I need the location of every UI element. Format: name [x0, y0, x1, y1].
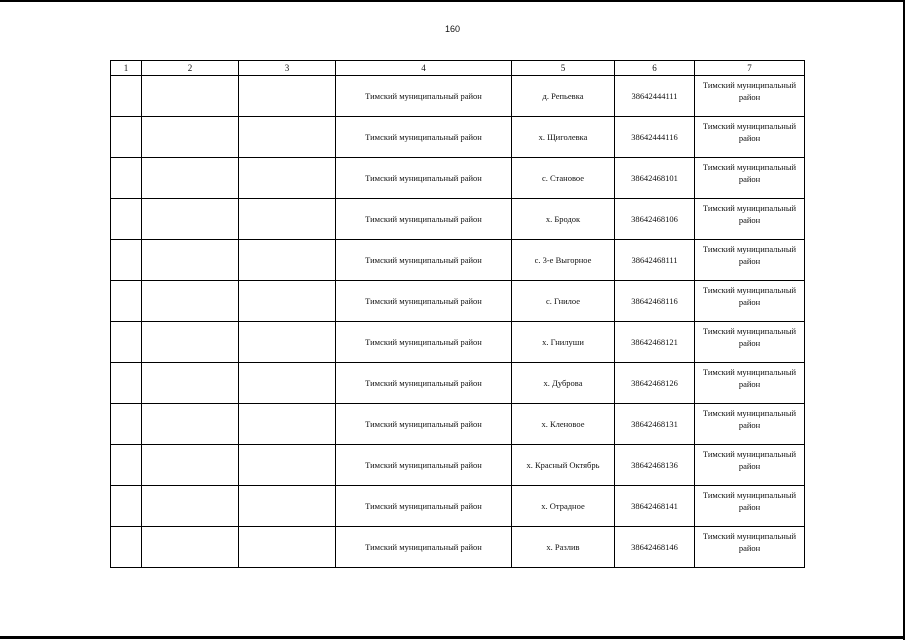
cell-col-1 — [111, 199, 142, 240]
cell-col-3 — [239, 199, 336, 240]
cell-code: 38642468116 — [615, 281, 695, 322]
cell-col-2 — [142, 117, 239, 158]
cell-col-3 — [239, 281, 336, 322]
table-row — [111, 117, 805, 158]
cell-col-1 — [111, 445, 142, 486]
table-row — [111, 404, 805, 445]
table-row — [111, 527, 805, 568]
header-row — [111, 61, 805, 76]
column-header: 5 — [512, 61, 615, 76]
cell-municipality — [695, 117, 805, 158]
cell-municipality — [695, 486, 805, 527]
cell-municipality-text: Тимский муниципальный район — [702, 244, 797, 266]
cell-code: 38642468121 — [615, 322, 695, 363]
cell-col-3 — [239, 240, 336, 281]
table-row — [111, 486, 805, 527]
cell-code: 38642468126 — [615, 363, 695, 404]
cell-district: Тимский муниципальный район — [336, 445, 512, 486]
table-row — [111, 158, 805, 199]
cell-col-3 — [239, 363, 336, 404]
cell-col-2 — [142, 527, 239, 568]
cell-col-2 — [142, 404, 239, 445]
cell-col-1 — [111, 527, 142, 568]
cell-settlement: х. Кленовое — [512, 404, 615, 445]
cell-settlement: х. Разлив — [512, 527, 615, 568]
page-border-top — [0, 0, 903, 2]
column-header: 4 — [336, 61, 512, 76]
cell-settlement: х. Щиголевка — [512, 117, 615, 158]
table-row — [111, 281, 805, 322]
cell-settlement: с. Становое — [512, 158, 615, 199]
cell-col-1 — [111, 486, 142, 527]
cell-municipality-text: Тимский муниципальный район — [702, 367, 797, 389]
cell-settlement: с. 3-е Выгорное — [512, 240, 615, 281]
table-row — [111, 76, 805, 117]
cell-municipality-text: Тимский муниципальный район — [702, 449, 797, 471]
cell-code: 38642468106 — [615, 199, 695, 240]
column-header: 1 — [111, 61, 142, 76]
cell-code: 38642468111 — [615, 240, 695, 281]
cell-col-3 — [239, 76, 336, 117]
cell-col-2 — [142, 76, 239, 117]
cell-district: Тимский муниципальный район — [336, 486, 512, 527]
cell-settlement: д. Репьевка — [512, 76, 615, 117]
cell-code: 38642468146 — [615, 527, 695, 568]
cell-municipality — [695, 76, 805, 117]
cell-municipality — [695, 240, 805, 281]
cell-settlement: х. Красный Октябрь — [512, 445, 615, 486]
table-row — [111, 322, 805, 363]
cell-col-1 — [111, 281, 142, 322]
cell-municipality-text: Тимский муниципальный район — [702, 121, 797, 143]
cell-municipality-text: Тимский муниципальный район — [702, 80, 797, 102]
cell-settlement: х. Отрадное — [512, 486, 615, 527]
cell-municipality — [695, 322, 805, 363]
cell-settlement: х. Гнилуши — [512, 322, 615, 363]
table-row — [111, 199, 805, 240]
cell-col-1 — [111, 117, 142, 158]
cell-district: Тимский муниципальный район — [336, 240, 512, 281]
cell-col-3 — [239, 404, 336, 445]
cell-col-3 — [239, 322, 336, 363]
cell-municipality-text: Тимский муниципальный район — [702, 285, 797, 307]
cell-code: 38642468101 — [615, 158, 695, 199]
cell-col-3 — [239, 527, 336, 568]
cell-district: Тимский муниципальный район — [336, 404, 512, 445]
cell-municipality — [695, 158, 805, 199]
cell-municipality-text: Тимский муниципальный район — [702, 203, 797, 225]
cell-municipality-text: Тимский муниципальный район — [702, 162, 797, 184]
column-header: 2 — [142, 61, 239, 76]
document-table — [110, 60, 805, 568]
cell-col-2 — [142, 240, 239, 281]
cell-municipality — [695, 363, 805, 404]
cell-municipality-text: Тимский муниципальный район — [702, 490, 797, 512]
cell-col-3 — [239, 486, 336, 527]
cell-municipality — [695, 527, 805, 568]
cell-col-1 — [111, 76, 142, 117]
cell-col-1 — [111, 158, 142, 199]
cell-municipality — [695, 445, 805, 486]
cell-col-2 — [142, 322, 239, 363]
column-header: 7 — [695, 61, 805, 76]
cell-municipality — [695, 281, 805, 322]
cell-col-2 — [142, 199, 239, 240]
cell-code: 38642468136 — [615, 445, 695, 486]
cell-code: 38642468141 — [615, 486, 695, 527]
column-header: 6 — [615, 61, 695, 76]
cell-col-2 — [142, 445, 239, 486]
cell-district: Тимский муниципальный район — [336, 281, 512, 322]
cell-col-2 — [142, 363, 239, 404]
cell-col-3 — [239, 117, 336, 158]
cell-district: Тимский муниципальный район — [336, 322, 512, 363]
cell-district: Тимский муниципальный район — [336, 117, 512, 158]
cell-district: Тимский муниципальный район — [336, 363, 512, 404]
table-row — [111, 445, 805, 486]
cell-municipality-text: Тимский муниципальный район — [702, 408, 797, 430]
cell-district: Тимский муниципальный район — [336, 76, 512, 117]
cell-municipality-text: Тимский муниципальный район — [702, 326, 797, 348]
cell-col-1 — [111, 240, 142, 281]
cell-settlement: х. Дуброва — [512, 363, 615, 404]
cell-code: 38642444111 — [615, 76, 695, 117]
column-header: 3 — [239, 61, 336, 76]
cell-district: Тимский муниципальный район — [336, 199, 512, 240]
cell-code: 38642444116 — [615, 117, 695, 158]
cell-municipality-text: Тимский муниципальный район — [702, 531, 797, 553]
cell-municipality — [695, 404, 805, 445]
cell-settlement: х. Бродок — [512, 199, 615, 240]
cell-district: Тимский муниципальный район — [336, 158, 512, 199]
cell-district: Тимский муниципальный район — [336, 527, 512, 568]
page-number: 160 — [444, 24, 461, 34]
cell-col-2 — [142, 281, 239, 322]
cell-col-3 — [239, 445, 336, 486]
page-border-bottom — [0, 636, 905, 639]
cell-settlement: с. Гнилое — [512, 281, 615, 322]
cell-code: 38642468131 — [615, 404, 695, 445]
cell-col-3 — [239, 158, 336, 199]
cell-municipality — [695, 199, 805, 240]
table-row — [111, 363, 805, 404]
cell-col-2 — [142, 486, 239, 527]
table-row — [111, 240, 805, 281]
cell-col-1 — [111, 363, 142, 404]
cell-col-2 — [142, 158, 239, 199]
cell-col-1 — [111, 322, 142, 363]
cell-col-1 — [111, 404, 142, 445]
